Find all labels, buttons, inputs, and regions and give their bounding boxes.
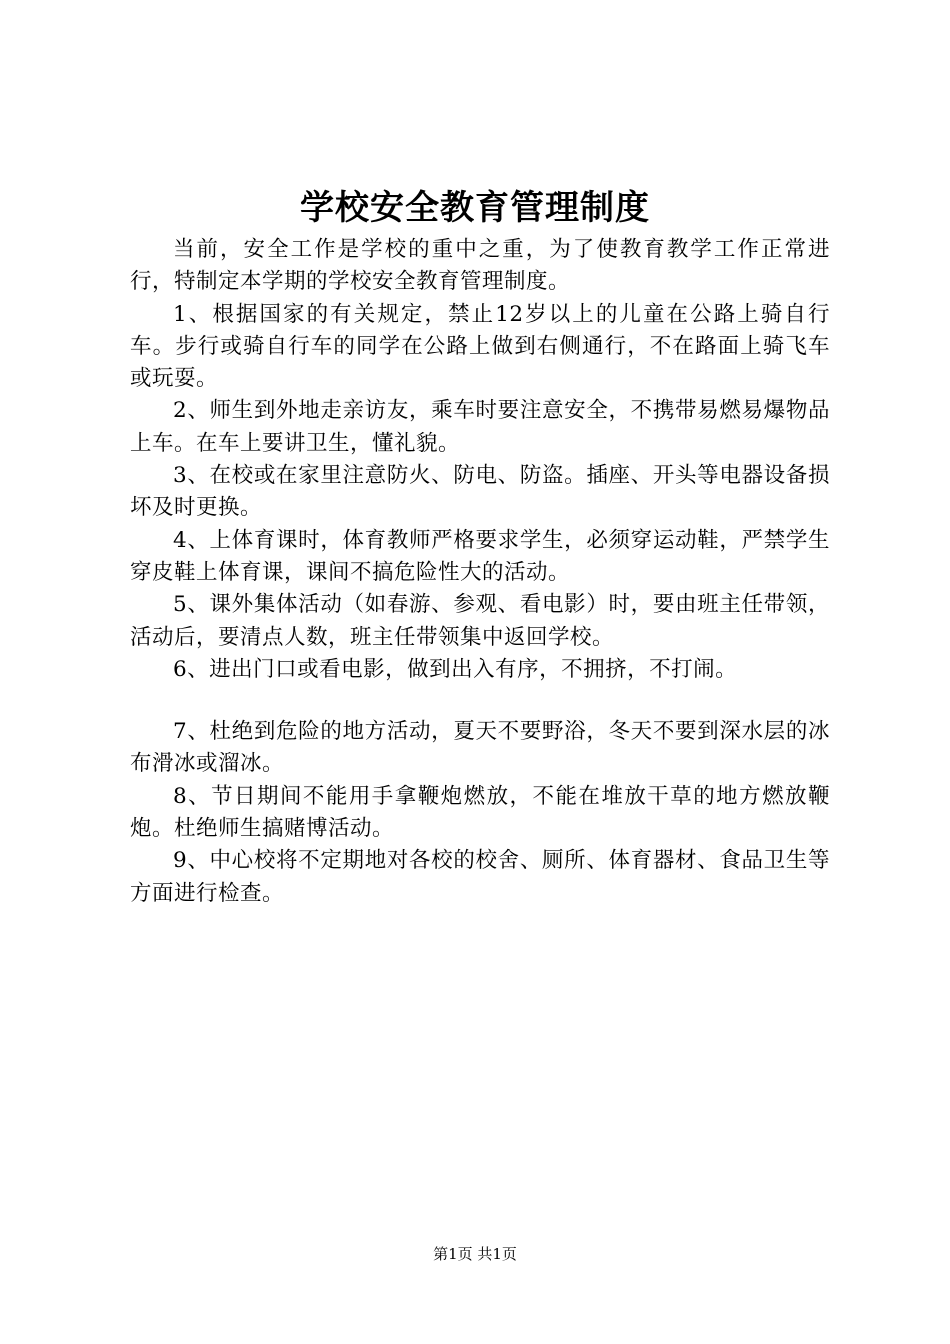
rule-paragraph-9: 9、中心校将不定期地对各校的校舍、厕所、体育器材、食品卫生等方面进行检查。 [130, 848, 830, 906]
rule-paragraph-5: 5、课外集体活动（如春游、参观、看电影）时，要由班主任带领，活动后，要清点人数，班主任带领集中返回学校。 [130, 592, 830, 650]
rule-paragraph-2: 2、师生到外地走亲访友，乘车时要注意安全，不携带易燃易爆物品上车。在车上要讲卫生，懂礼貌。 [130, 398, 830, 456]
page-number-footer: 第1页 共1页 [433, 1245, 517, 1263]
rule-paragraph-1: 1、根据国家的有关规定，禁止12岁以上的儿童在公路上骑自行车。步行或骑自行车的同学在公路上做到右侧通行，不在路面上骑飞车或玩耍。 [130, 301, 830, 392]
rule-paragraph-7: 7、杜绝到危险的地方活动，夏天不要野浴，冬天不要到深水层的冰布滑冰或溜冰。 [130, 719, 830, 777]
intro-paragraph: 当前，安全工作是学校的重中之重，为了使教育教学工作正常进行，特制定本学期的学校安全教育管理制度。 [130, 237, 830, 295]
document-body [130, 234, 830, 910]
rule-paragraph-8: 8、节日期间不能用手拿鞭炮燃放，不能在堆放干草的地方燃放鞭炮。杜绝师生搞赌博活动。 [130, 783, 830, 842]
rule-paragraph-6: 6、进出门口或看电影，做到出入有序，不拥挤，不打闹。 [173, 656, 738, 682]
rule-paragraph-4: 4、上体育课时，体育教师严格要求学生，必须穿运动鞋，严禁学生穿皮鞋上体育课，课间不搞危险性大的活动。 [130, 527, 830, 585]
rule-paragraph-3: 3、在校或在家里注意防火、防电、防盗。插座、开头等电器设备损坏及时更换。 [130, 463, 830, 521]
document-title: 学校安全教育管理制度 [300, 188, 650, 228]
